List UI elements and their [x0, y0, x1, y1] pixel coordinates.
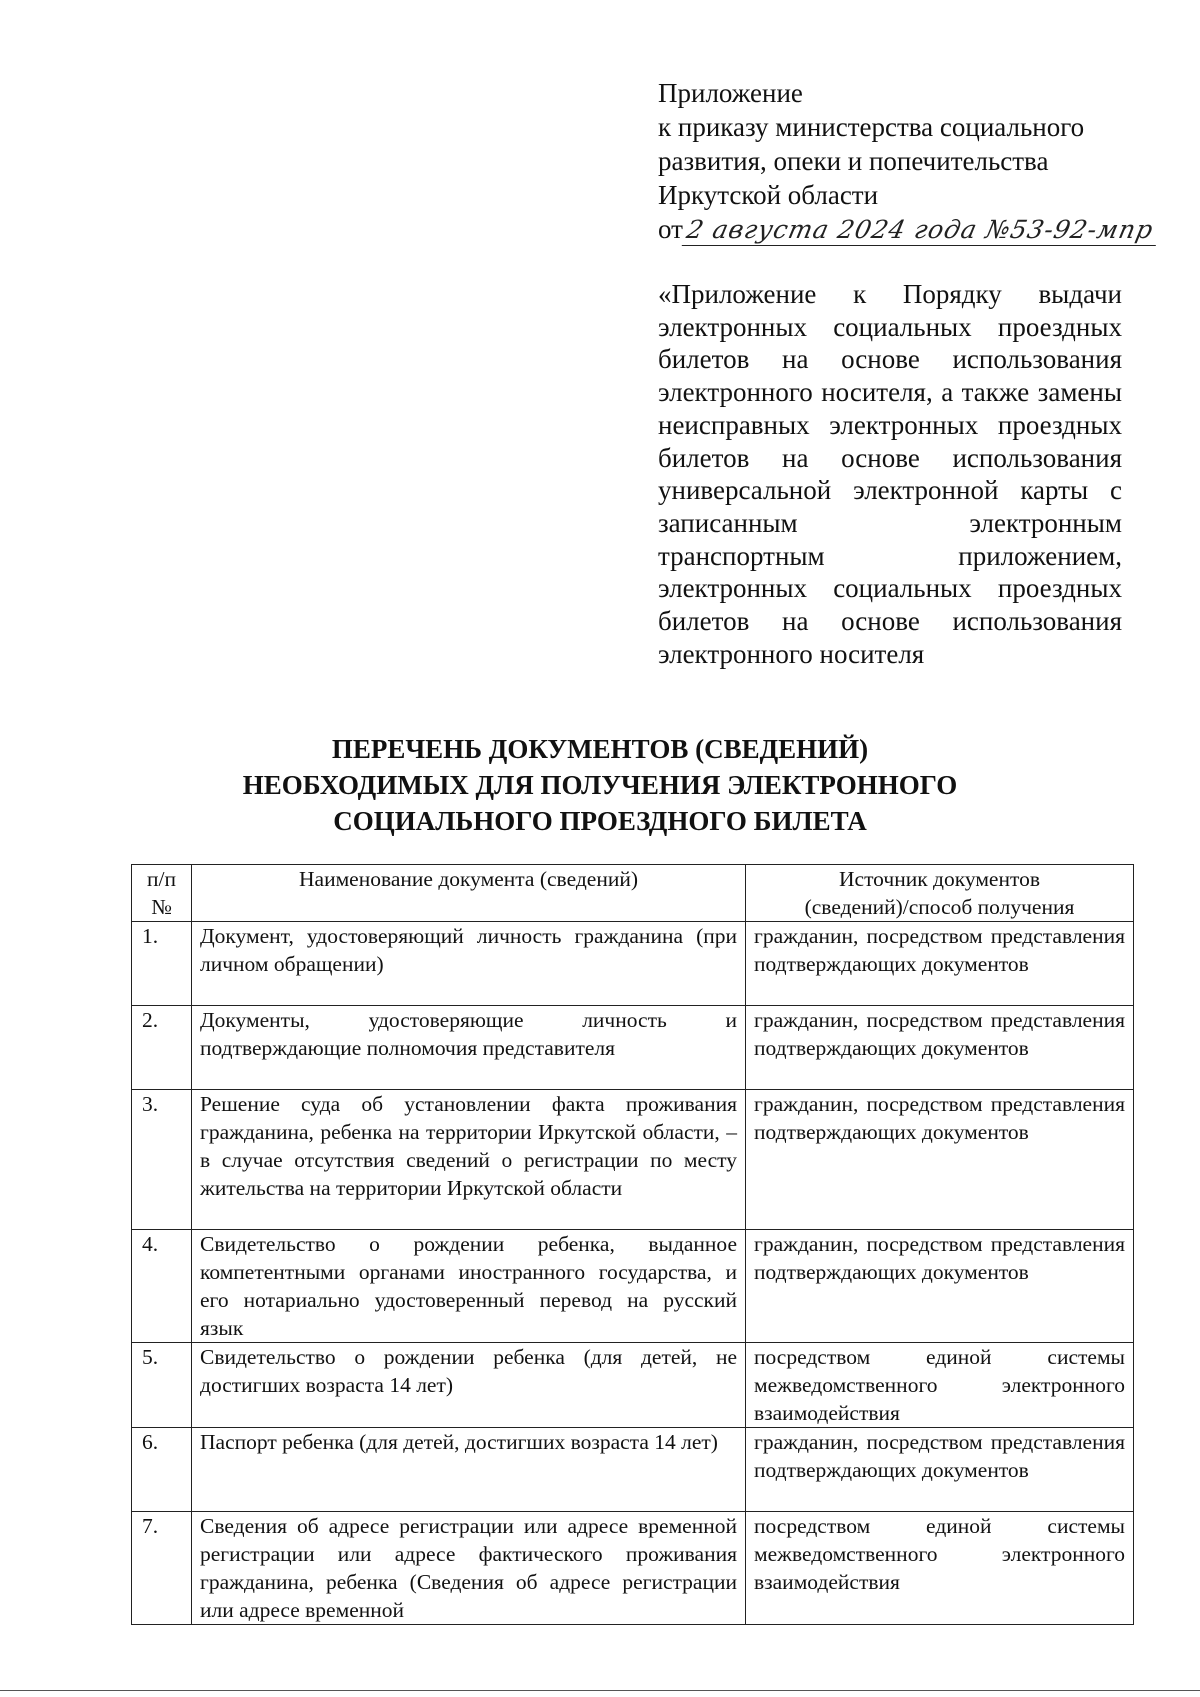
- document-title: [160, 731, 1040, 839]
- header-num: п/п №: [132, 865, 192, 922]
- appendix-region-line: Иркутской области: [658, 180, 879, 210]
- table-row: [132, 1090, 1134, 1230]
- row-num: 4.: [132, 1230, 192, 1343]
- row-source: посредством единой системы межведомственного электронного взаимодействия: [746, 1512, 1134, 1625]
- row-num: 6.: [132, 1428, 192, 1512]
- documents-table: [131, 864, 1134, 1625]
- row-num: 3.: [132, 1090, 192, 1230]
- table-row: [132, 1512, 1134, 1625]
- title-line-3: СОЦИАЛЬНОГО ПРОЕЗДНОГО БИЛЕТА: [333, 806, 867, 836]
- handwritten-date: 2 августа 2024 года №53-92-мпр: [682, 215, 1163, 246]
- appendix-ministry-line: развития, опеки и попечительства: [658, 146, 1049, 176]
- appendix-date-line: [658, 212, 1157, 246]
- appendix-order-line: к приказу министерства социального: [658, 112, 1085, 142]
- row-document-name: Решение суда об установлении факта проживания гражданина, ребенка на территории Иркутской области, – в случае отсутствия сведений о регистрации по месту жительства на территории Иркутской области: [192, 1090, 746, 1230]
- row-document-name: Свидетельство о рождении ребенка (для детей, не достигших возраста 14 лет): [192, 1343, 746, 1428]
- row-source: гражданин, посредством представления подтверждающих документов: [746, 1006, 1134, 1090]
- row-source: гражданин, посредством представления подтверждающих документов: [746, 1090, 1134, 1230]
- row-num: 1.: [132, 922, 192, 1006]
- appendix-intro-text: «Приложение к Порядку выдачи электронных социальных проездных билетов на основе использования электронного носителя, а также замены неисправных электронных проездных билетов на основе использования универсальной электронной карты с записанным электронным транспортным приложением, электронных социальных проездных билетов на основе использования электронного носителя: [658, 279, 1122, 669]
- row-document-name: Паспорт ребенка (для детей, достигших возраста 14 лет): [192, 1428, 746, 1512]
- row-document-name: Свидетельство о рождении ребенка, выданное компетентными органами иностранного государства, и его нотариально удостоверенный перевод на русский язык: [192, 1230, 746, 1343]
- row-source: посредством единой системы межведомственного электронного взаимодействия: [746, 1343, 1134, 1428]
- row-document-name: Документ, удостоверяющий личность гражданина (при личном обращении): [192, 922, 746, 1006]
- appendix-label: Приложение: [658, 78, 803, 108]
- appendix-header: [658, 76, 1157, 246]
- title-line-2: НЕОБХОДИМЫХ ДЛЯ ПОЛУЧЕНИЯ ЭЛЕКТРОННОГО: [242, 770, 958, 800]
- row-document-name: Документы, удостоверяющие личность и подтверждающие полномочия представителя: [192, 1006, 746, 1090]
- date-prefix: от: [658, 214, 683, 244]
- table-row: [132, 1006, 1134, 1090]
- table-row: [132, 1230, 1134, 1343]
- row-source: гражданин, посредством представления подтверждающих документов: [746, 1428, 1134, 1512]
- header-name: Наименование документа (сведений): [192, 865, 746, 922]
- table-row: [132, 1343, 1134, 1428]
- page-bottom-rule: [0, 1690, 1200, 1691]
- table-row: [132, 922, 1134, 1006]
- row-source: гражданин, посредством представления подтверждающих документов: [746, 1230, 1134, 1343]
- table-row: [132, 1428, 1134, 1512]
- table-header-row: [132, 865, 1134, 922]
- title-line-1: ПЕРЕЧЕНЬ ДОКУМЕНТОВ (СВЕДЕНИЙ): [331, 734, 869, 764]
- row-source: гражданин, посредством представления подтверждающих документов: [746, 922, 1134, 1006]
- row-document-name: Сведения об адресе регистрации или адресе временной регистрации или адресе фактического проживания гражданина, ребенка (Сведения об адресе регистрации или адресе временной: [192, 1512, 746, 1625]
- header-source: Источник документов (сведений)/способ получения: [746, 865, 1134, 922]
- row-num: 2.: [132, 1006, 192, 1090]
- row-num: 5.: [132, 1343, 192, 1428]
- row-num: 7.: [132, 1512, 192, 1625]
